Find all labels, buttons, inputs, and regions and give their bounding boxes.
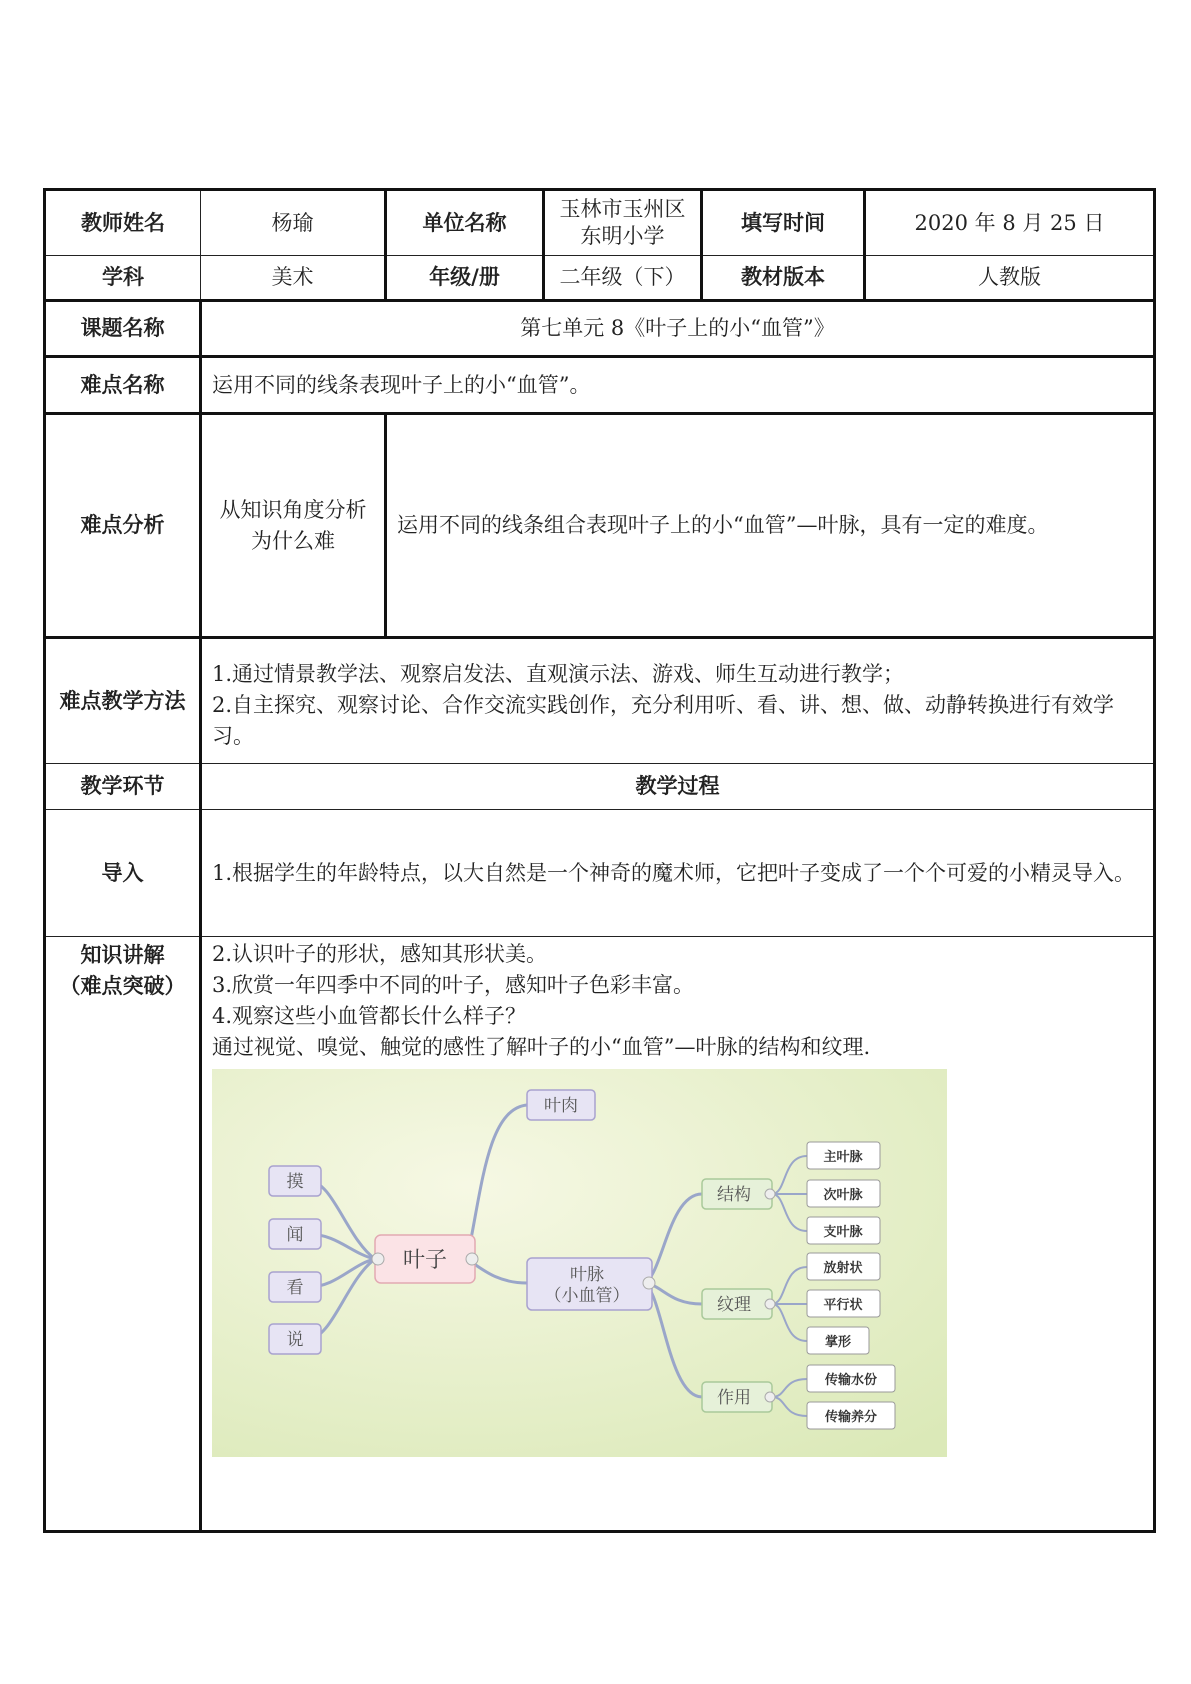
mind-map-svg bbox=[212, 1069, 947, 1457]
lesson-plan-table bbox=[43, 188, 1153, 1533]
topic-value: 第七单元 8《叶子上的小“血管”》 bbox=[201, 301, 1155, 357]
node-smell bbox=[269, 1219, 321, 1249]
teacher-name-label: 教师姓名 bbox=[45, 190, 201, 256]
method-value bbox=[201, 638, 1155, 764]
node-touch bbox=[269, 1166, 321, 1196]
method-line2: 2.自主探究、观察讨论、合作交流实践创作，充分利用听、看、讲、想、做、动静转换进行有效学习。 bbox=[212, 692, 1115, 748]
intro-value: 1.根据学生的年龄特点，以大自然是一个神奇的魔术师，它把叶子变成了一个个可爱的小精灵导入。 bbox=[201, 810, 1155, 937]
svg-text:传输养分: 传输养分 bbox=[824, 1410, 878, 1425]
leaf-transport-water bbox=[807, 1365, 895, 1392]
collapse-left-icon[interactable] bbox=[372, 1253, 384, 1265]
node-center-leaf bbox=[372, 1235, 478, 1283]
svg-text:闻: 闻 bbox=[286, 1225, 304, 1245]
node-texture bbox=[702, 1289, 775, 1319]
unit-name-line2: 东明小学 bbox=[580, 224, 665, 248]
teacher-name-value: 杨瑜 bbox=[201, 190, 386, 256]
knowledge-label bbox=[45, 937, 201, 1532]
knowledge-line3: 4.观察这些小血管都长什么样子？ bbox=[212, 1004, 527, 1028]
fill-date-value: 2020 年 8 月 25 日 bbox=[865, 190, 1155, 256]
difficulty-label: 难点名称 bbox=[45, 357, 201, 414]
process-header: 教学过程 bbox=[201, 764, 1155, 810]
method-line1: 1.通过情景教学法、观察启发法、直观演示法、游戏、师生互动进行教学； bbox=[212, 661, 905, 686]
fill-date-label: 填写时间 bbox=[702, 190, 865, 256]
knowledge-line2: 3.欣赏一年四季中不同的叶子，感知叶子色彩丰富。 bbox=[212, 973, 695, 997]
topic-label: 课题名称 bbox=[45, 301, 201, 357]
svg-text:支叶脉: 支叶脉 bbox=[823, 1225, 863, 1240]
svg-text:叶肉: 叶肉 bbox=[544, 1096, 578, 1116]
svg-text:掌形: 掌形 bbox=[824, 1335, 852, 1350]
edition-value: 人教版 bbox=[865, 256, 1155, 301]
svg-text:摸: 摸 bbox=[286, 1172, 304, 1192]
grade-value: 二年级（下） bbox=[544, 256, 702, 301]
difficulty-value: 运用不同的线条表现叶子上的小“血管”。 bbox=[201, 357, 1155, 414]
collapse-texture-icon[interactable] bbox=[765, 1299, 775, 1309]
unit-name-line1: 玉林市玉州区 bbox=[559, 197, 686, 221]
svg-text:（小血管）: （小血管） bbox=[544, 1286, 630, 1306]
collapse-right-icon[interactable] bbox=[466, 1253, 478, 1265]
knowledge-label-line1: 知识讲解 bbox=[80, 943, 165, 967]
method-label: 难点教学方法 bbox=[45, 638, 201, 764]
svg-text:作用: 作用 bbox=[717, 1388, 751, 1408]
analysis-sub-label bbox=[201, 414, 386, 638]
leaf-mind-map bbox=[212, 1069, 947, 1457]
node-structure bbox=[702, 1179, 775, 1209]
svg-text:结构: 结构 bbox=[717, 1185, 751, 1205]
subject-value: 美术 bbox=[201, 256, 386, 301]
svg-text:传输水份: 传输水份 bbox=[824, 1373, 878, 1388]
unit-name-value bbox=[544, 190, 702, 256]
svg-text:主叶脉: 主叶脉 bbox=[823, 1150, 863, 1165]
node-say bbox=[269, 1324, 321, 1354]
collapse-function-icon[interactable] bbox=[765, 1392, 775, 1402]
knowledge-label-line2: （难点突破） bbox=[59, 974, 186, 998]
svg-text:叶子: 叶子 bbox=[402, 1248, 448, 1273]
unit-name-label: 单位名称 bbox=[386, 190, 544, 256]
svg-text:放射状: 放射状 bbox=[823, 1261, 863, 1276]
leaf-transport-nutrients bbox=[807, 1402, 895, 1429]
analysis-sub-label-line1: 从知识角度分析 bbox=[219, 497, 367, 522]
leaf-palmate bbox=[807, 1327, 869, 1354]
process-stage-label: 教学环节 bbox=[45, 764, 201, 810]
collapse-vein-icon[interactable] bbox=[643, 1277, 655, 1289]
leaf-main-vein bbox=[807, 1142, 880, 1169]
analysis-label: 难点分析 bbox=[45, 414, 201, 638]
leaf-secondary-vein bbox=[807, 1180, 880, 1207]
knowledge-content bbox=[201, 937, 1155, 1532]
analysis-sub-label-line2: 为什么难 bbox=[251, 528, 335, 553]
svg-text:看: 看 bbox=[286, 1278, 304, 1298]
knowledge-line1: 2.认识叶子的形状，感知其形状美。 bbox=[212, 942, 548, 966]
leaf-radial bbox=[807, 1253, 880, 1280]
svg-text:纹理: 纹理 bbox=[717, 1295, 751, 1315]
svg-text:次叶脉: 次叶脉 bbox=[823, 1188, 863, 1203]
analysis-value: 运用不同的线条组合表现叶子上的小“血管”—叶脉，具有一定的难度。 bbox=[386, 414, 1155, 638]
svg-text:叶脉: 叶脉 bbox=[570, 1265, 604, 1285]
leaf-branch-vein bbox=[807, 1217, 880, 1244]
edition-label: 教材版本 bbox=[702, 256, 865, 301]
svg-text:平行状: 平行状 bbox=[823, 1298, 863, 1313]
node-vein bbox=[527, 1258, 655, 1310]
grade-label: 年级/册 bbox=[386, 256, 544, 301]
leaf-parallel bbox=[807, 1290, 880, 1317]
intro-label: 导入 bbox=[45, 810, 201, 937]
node-function bbox=[702, 1382, 775, 1412]
node-look bbox=[269, 1272, 321, 1302]
knowledge-line4: 通过视觉、嗅觉、触觉的感性了解叶子的小“血管”—叶脉的结构和纹理. bbox=[212, 1035, 871, 1059]
collapse-structure-icon[interactable] bbox=[765, 1189, 775, 1199]
subject-label: 学科 bbox=[45, 256, 201, 301]
node-mesophyll bbox=[527, 1090, 595, 1120]
svg-text:说: 说 bbox=[286, 1330, 304, 1350]
